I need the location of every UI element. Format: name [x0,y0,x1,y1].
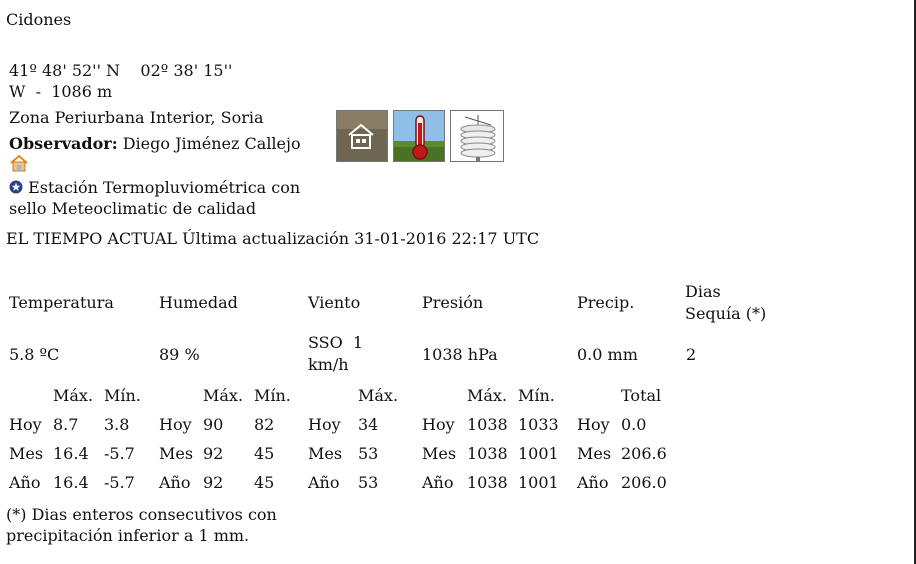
quality-seal [9,177,300,219]
home-icon[interactable] [9,154,29,172]
row-label: Mes [9,444,44,463]
hum-min: 45 [254,444,275,463]
row-label: Hoy [9,415,42,434]
header-drought-days-line-1: Dias [685,282,721,301]
precip-total: 0.0 [621,415,647,434]
precip-total: 206.6 [621,444,667,463]
weather-screen-icon[interactable] [450,110,504,162]
coordinates [9,60,232,102]
hum-min: 82 [254,415,275,434]
temp-max: 8.7 [53,415,79,434]
press-min: 1001 [518,444,559,463]
press-min: 1001 [518,473,559,492]
press-min: 1033 [518,415,559,434]
header-wind: Viento [308,293,361,312]
press-min-header: Mín. [518,386,555,405]
header-precipitation: Precip. [577,293,635,312]
press-max-header: Máx. [467,386,508,405]
current-pressure: 1038 hPa [422,345,498,364]
header-temperature: Temperatura [9,293,114,312]
row-label: Mes [308,444,343,463]
current-weather-title: EL TIEMPO ACTUAL Última actualización 31-01-2016 22:17 UTC [6,229,540,248]
footnote-line-2: precipitación inferior a 1 mm. [6,526,250,545]
row-label: Hoy [308,415,341,434]
coordinates-line-2: W - 1086 m [9,82,113,101]
wind-max-header: Máx. [358,386,399,405]
precip-total-header: Total [621,386,662,405]
seal-text-2: sello Meteoclimatic de calidad [9,199,257,218]
row-label: Hoy [577,415,610,434]
row-label: Año [308,473,340,492]
row-label: Hoy [422,415,455,434]
row-label: Mes [577,444,612,463]
temp-max-header: Máx. [53,386,94,405]
current-wind-line-2: km/h [308,355,349,374]
temp-min-header: Mín. [104,386,141,405]
temp-max: 16.4 [53,444,89,463]
zone: Zona Periurbana Interior, Soria [9,108,264,127]
observer-label: Observador: [9,134,118,153]
observer-name: Diego Jiménez Callejo [117,134,301,153]
current-humidity: 89 % [159,345,200,364]
footnote [6,504,277,546]
hum-max-header: Máx. [203,386,244,405]
row-label: Mes [422,444,457,463]
observer [9,133,301,154]
row-label: Mes [159,444,194,463]
hum-min: 45 [254,473,275,492]
hum-max: 92 [203,444,224,463]
temp-min: -5.7 [104,473,135,492]
footnote-line-1: (*) Dias enteros consecutivos con [6,505,277,524]
wind-max: 53 [358,444,379,463]
current-temperature: 5.8 ºC [9,345,60,364]
hum-max: 90 [203,415,224,434]
wind-max: 34 [358,415,379,434]
row-label: Hoy [159,415,192,434]
current-wind [308,332,363,376]
press-max: 1038 [467,415,508,434]
station-photos [336,110,504,162]
hum-max: 92 [203,473,224,492]
seal-line-1 [9,177,300,198]
temp-min: 3.8 [104,415,130,434]
house-photo-icon[interactable] [336,110,388,162]
header-drought-days-line-2: Sequía (*) [685,304,767,323]
row-label: Año [159,473,191,492]
header-humidity: Humedad [159,293,238,312]
hum-min-header: Mín. [254,386,291,405]
press-max: 1038 [467,444,508,463]
thermometer-icon[interactable] [393,110,445,162]
row-label: Año [422,473,454,492]
temp-max: 16.4 [53,473,89,492]
coordinates-line-1: 41º 48' 52'' N 02º 38' 15'' [9,61,233,80]
seal-text-1: Estación Termopluviométrica con [28,178,301,197]
station-name: Cidones [6,10,72,29]
current-precipitation: 0.0 mm [577,345,638,364]
row-label: Año [9,473,41,492]
header-pressure: Presión [422,293,484,312]
temp-min: -5.7 [104,444,135,463]
wind-max: 53 [358,473,379,492]
header-drought-days [685,281,766,325]
press-max: 1038 [467,473,508,492]
current-drought-days: 2 [686,345,697,364]
precip-total: 206.0 [621,473,667,492]
quality-seal-icon [9,178,23,192]
current-wind-line-1: SSO 1 [308,333,364,352]
row-label: Año [577,473,609,492]
